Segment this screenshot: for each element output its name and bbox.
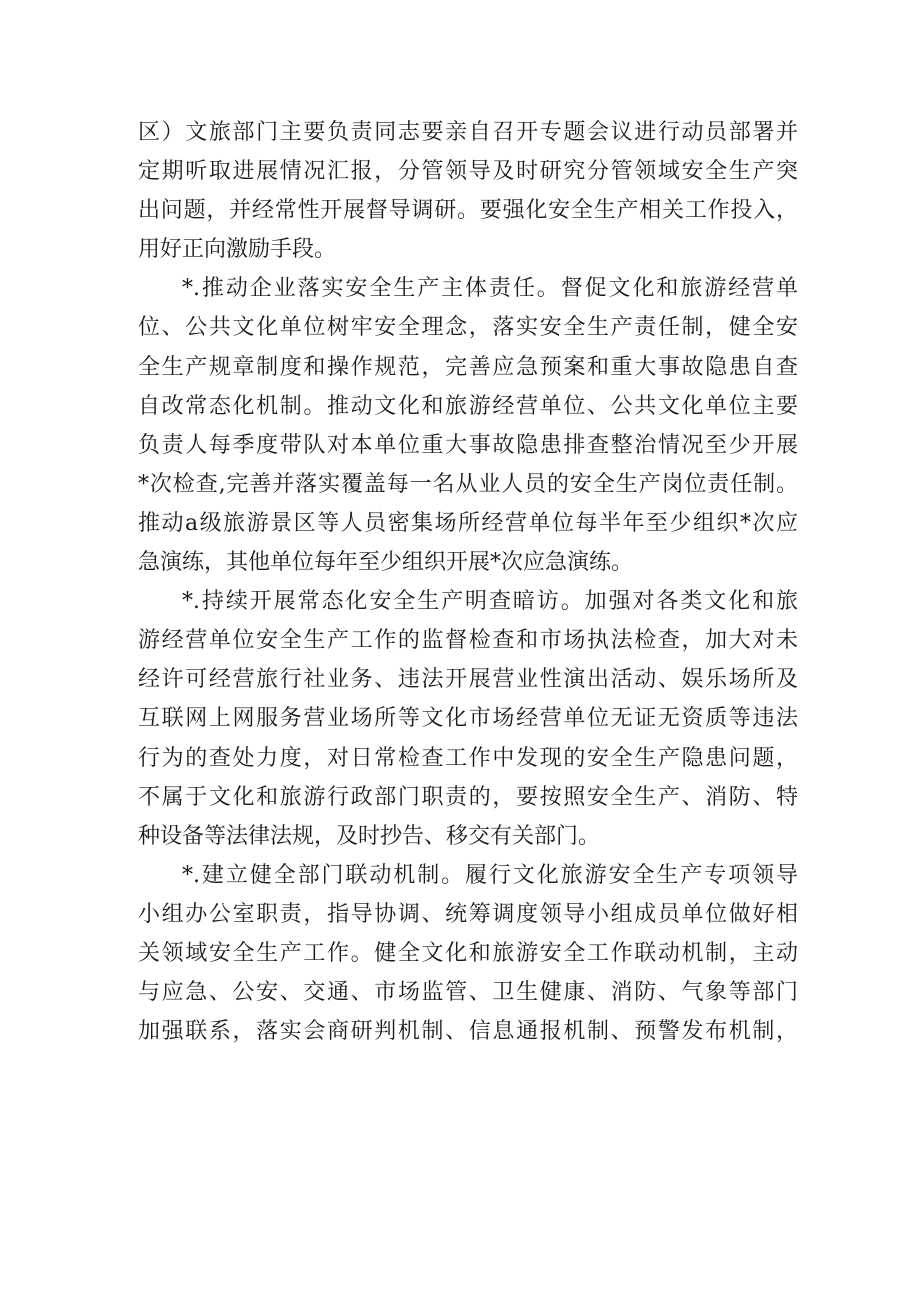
paragraph-4-line-2: 小组办公室职责，指导协调、统筹调度领导小组成员单位做好相 xyxy=(138,901,798,927)
paragraph-4-line-4: 与应急、公安、交通、市场监管、卫生健康、消防、气象等部门 xyxy=(138,980,798,1006)
paragraph-2-line-8: 急演练，其他单位每年至少组织开展*次应急演练。 xyxy=(138,550,634,576)
document-body xyxy=(138,113,798,1051)
paragraph-3-line-5: 行为的查处力度，对日常检查工作中发现的安全生产隐患问题， xyxy=(138,745,798,771)
paragraph-1-line-3: 出问题，并经常性开展督导调研。要强化安全生产相关工作投入， xyxy=(138,198,798,224)
paragraph-2-line-6: *次检查,完善并落实覆盖每一名从业人员的安全生产岗位责任制。 xyxy=(138,471,798,497)
paragraph-3-line-2: 游经营单位安全生产工作的监督检查和市场执法检查，加大对未 xyxy=(138,628,798,654)
paragraph-3-line-1: *.持续开展常态化安全生产明查暗访。加强对各类文化和旅 xyxy=(182,589,798,615)
paragraph-1-line-4: 用好正向激励手段。 xyxy=(138,237,337,263)
paragraph-1-line-1: 区）文旅部门主要负责同志要亲自召开专题会议进行动员部署并 xyxy=(138,120,798,145)
paragraph-2-line-7: 推动a级旅游景区等人员密集场所经营单位每半年至少组织*次应 xyxy=(138,510,798,536)
paragraph-3-line-3: 经许可经营旅行社业务、违法开展营业性演出活动、娱乐场所及 xyxy=(138,667,798,693)
paragraph-3-line-7: 种设备等法律法规，及时抄告、移交有关部门。 xyxy=(138,823,601,849)
paragraph-2-line-2: 位、公共文化单位树牢安全理念，落实安全生产责任制，健全安 xyxy=(138,315,798,341)
paragraph-2-line-3: 全生产规章制度和操作规范，完善应急预案和重大事故隐患自查 xyxy=(138,354,798,380)
paragraph-3-line-6: 不属于文化和旅游行政部门职责的，要按照安全生产、消防、特 xyxy=(138,784,798,810)
paragraph-4-line-5: 加强联系，落实会商研判机制、信息通报机制、预警发布机制， xyxy=(138,1019,798,1045)
paragraph-1-line-2: 定期听取进展情况汇报，分管领导及时研究分管领域安全生产突 xyxy=(138,159,798,185)
paragraph-2-line-1: *.推动企业落实安全生产主体责任。督促文化和旅游经营单 xyxy=(182,276,798,302)
paragraph-4-line-3: 关领域安全生产工作。健全文化和旅游安全工作联动机制，主动 xyxy=(138,940,798,966)
paragraph-2-line-4: 自改常态化机制。推动文化和旅游经营单位、公共文化单位主要 xyxy=(138,393,798,419)
paragraph-3-line-4: 互联网上网服务营业场所等文化市场经营单位无证无资质等违法 xyxy=(138,706,798,732)
paragraph-4-line-1: *.建立健全部门联动机制。履行文化旅游安全生产专项领导 xyxy=(182,862,798,888)
paragraph-2-line-5: 负责人每季度带队对本单位重大事故隐患排查整治情况至少开展 xyxy=(138,432,798,458)
